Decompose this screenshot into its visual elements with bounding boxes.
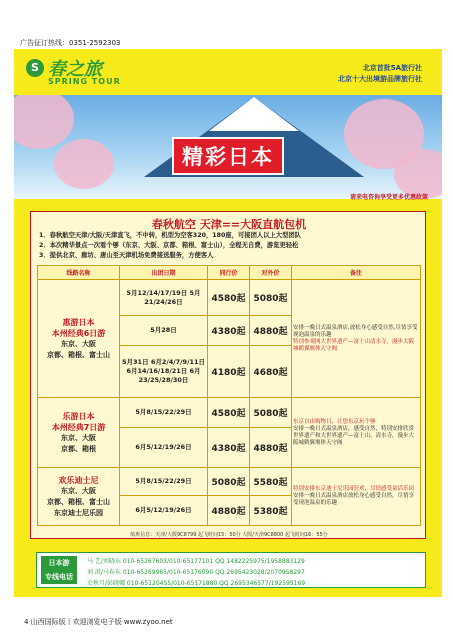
tour-box (30, 211, 426, 539)
route-name-cell: 惠游日本 本州经典6日游 东京、大阪 京都、箱根、富士山 (38, 280, 120, 398)
dates-cell: 5月31日 6月2/4/7/9/11日 6月14/16/18/21日 6月23/25/28/30日 (120, 346, 208, 398)
notes-cell: 特别安排东京迪士尼乐园狂欢，尽情感受童话乐园 安排一晚日式温泉酒店放松身心感受自然，尽情享受现泡温泉的乐趣 (292, 468, 421, 526)
header-dates: 出团日期 (120, 266, 208, 280)
brand-bar (14, 49, 442, 95)
peer-price-cell: 4380起 (208, 316, 250, 346)
brand-name: 春之旅 (48, 59, 102, 80)
page-title: 精彩日本 (172, 137, 284, 175)
notes-cell: 安排一晚日式温泉酒店,放松身心感受自然,尽情享受现泡温泉的乐趣 特别参观网大世界遗产—富士山清水寺，漫步大阪城鹤翼堰体天守阁 (292, 280, 421, 398)
dates-cell: 5月8/15/22/29日 (120, 468, 208, 496)
public-price-cell: 5080起 (250, 398, 292, 428)
contact-line-3: 史秋月/彭晓娜 010-65120455/010-65171880 QQ 2695346577/192595169 (87, 580, 306, 587)
page-footer: 4 山西国际版丨欢迎浏览电子版 www.zyoo.net (24, 618, 173, 626)
public-price-cell: 5380起 (250, 496, 292, 526)
table-row (38, 280, 421, 316)
peer-price-cell: 4880起 (208, 496, 250, 526)
logo-icon: S (26, 59, 44, 77)
ad-hotline: 广告征订热线：0351-2592303 (20, 39, 121, 47)
agency-line-1: 北京首批5A旅行社 (362, 64, 422, 72)
dates-cell: 5月8/15/22/29日 (120, 398, 208, 428)
table-row (38, 398, 421, 428)
contact-line-1: 马 艺/刘晓东 010-65267603/010-65177101 QQ 1482225975/1958883129 (87, 558, 305, 565)
promo-text: 请来电咨询享受更多优惠政策 (349, 194, 428, 201)
public-price-cell: 5080起 (250, 280, 292, 316)
peer-price-cell: 4380起 (208, 428, 250, 468)
public-price-cell: 5580起 (250, 468, 292, 496)
peer-price-cell: 4180起 (208, 346, 250, 398)
route-name-cell: 欢乐迪士尼 东京、大阪 京都、箱根、富士山 东京迪士尼乐园 (38, 468, 120, 526)
brand-name-en: SPRING TOUR (48, 77, 121, 86)
ad-page (14, 49, 442, 597)
dates-cell: 5月12/14/17/19日 5月21/24/26日 (120, 280, 208, 316)
agency-line-2: 北京十大出境游品牌旅行社 (338, 75, 422, 83)
notes-cell: 东京自由购物日，让您东京玩个够 安排一晚日式温泉酒店，感受自然，特别安排欣赏世界遗产和大世界遗产—富士山、清水寺，漫步大阪城鹤翼堰体天守阁 (292, 398, 421, 468)
contact-label: 日本游 专线电话 (41, 556, 77, 584)
peer-price-cell: 5080起 (208, 468, 250, 496)
flight-info: 航班信息：天津/大阪9C8799 起飞时间15：50分 大阪/天津9C8800 起飞时间16：55分 (130, 532, 328, 538)
peer-price-cell: 4580起 (208, 398, 250, 428)
dates-cell: 6月5/12/19/26日 (120, 428, 208, 468)
public-price-cell: 4880起 (250, 316, 292, 346)
peer-price-cell: 4580起 (208, 280, 250, 316)
public-price-cell: 4880起 (250, 428, 292, 468)
route-title: 春秋航空 天津==大阪直航包机 (151, 218, 307, 231)
contact-box (36, 552, 426, 588)
feature-3: 3．提供北京、廊坊、唐山至天津机场免费接送服务，方便客人 (39, 252, 214, 259)
header-public-price: 对外价 (250, 266, 292, 280)
header-peer-price: 同行价 (208, 266, 250, 280)
public-price-cell: 4680起 (250, 346, 292, 398)
header-notes: 备注 (292, 266, 421, 280)
contact-line-2: 刘 洪/马春东 010-65269965/010-65176090 QQ 2695423028/2070958297 (87, 569, 305, 576)
table-row (38, 468, 421, 496)
route-name-cell: 乐游日本 本州经典7日游 东京、大阪 京都、箱根 (38, 398, 120, 468)
header-route: 线路名称 (38, 266, 120, 280)
hero-banner (14, 49, 442, 199)
dates-cell: 5月28日 (120, 316, 208, 346)
dates-cell: 6月5/12/19/26日 (120, 496, 208, 526)
feature-1: 1．春秋航空天津/大阪/天津直飞，不中转，机型为空客320，180座，可接团人以上大型团队 (39, 232, 301, 239)
price-table (37, 265, 421, 526)
feature-2: 2．本次精华景点一次看个够（东京、大阪、京都、箱根、富士山），全程无自费，游览更轻松 (39, 242, 299, 249)
